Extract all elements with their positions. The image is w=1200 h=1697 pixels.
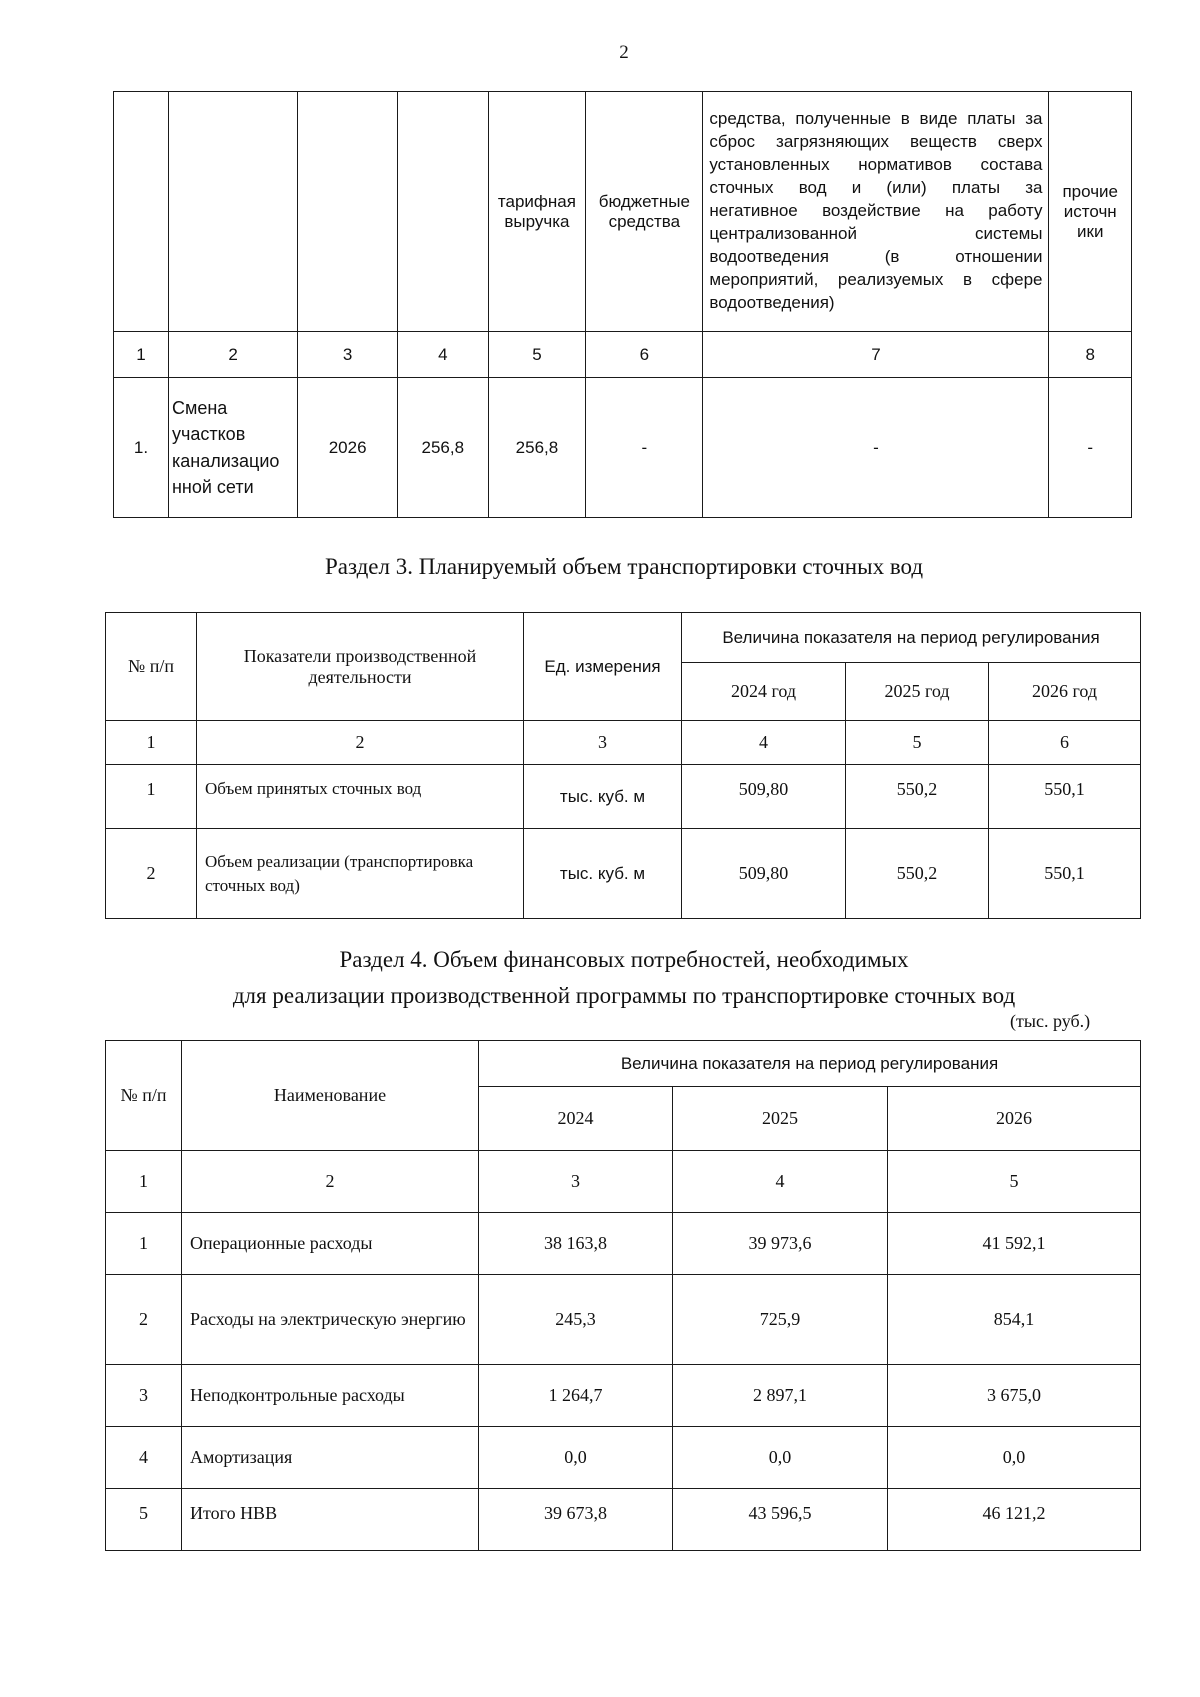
financial-needs-table (105, 1040, 1141, 1551)
table-row: 1 Объем принятых сточных вод тыс. куб. м 509,80 550,2 550,1 (106, 765, 1141, 829)
table-row: 3 Неподконтрольные расходы 1 264,7 2 897,1 3 675,0 (106, 1365, 1141, 1427)
header-indicator: Показатели производственной деятельности (197, 613, 524, 721)
column-number-row: 1 2 3 4 5 (106, 1151, 1141, 1213)
header-row (114, 92, 1132, 332)
section3-title: Раздел 3. Планируемый объем транспортировки сточных вод (324, 554, 924, 579)
header-row (106, 613, 1141, 663)
table-row: 2 Расходы на электрическую энергию 245,3 725,9 854,1 (106, 1275, 1141, 1365)
year-header-row: 2024 год 2025 год 2026 год (106, 663, 1141, 721)
header-pollution-fees: средства, полученные в виде платы за сброс загрязняющих веществ сверх установленных нормативов состава сточных вод и (или) платы за негативное воздействие на работу централизованной системы водоотведения (в отношении мероприятий, реализуемых в сфере водоотведения) (703, 92, 1049, 332)
header-other-sources: прочие источн ики (1049, 92, 1132, 332)
section4-title: Раздел 4. Объем финансовых потребностей, необходимых для реализации производственной программы по транспортировке сточных вод (232, 947, 1016, 1008)
table-row-total: 5 Итого НВВ 39 673,8 43 596,5 46 121,2 (106, 1489, 1141, 1551)
unit-note: (тыс. руб.) (1010, 1011, 1091, 1031)
investment-table (113, 91, 1132, 518)
header-period: Величина показателя на период регулирования (479, 1041, 1141, 1087)
transport-volume-table (105, 612, 1141, 919)
header-row (106, 1041, 1141, 1087)
header-num: № п/п (106, 613, 197, 721)
table-row: 4 Амортизация 0,0 0,0 0,0 (106, 1427, 1141, 1489)
year-header-row: 2024 2025 2026 (106, 1087, 1141, 1151)
column-number-row: 1 2 3 4 5 6 (106, 721, 1141, 765)
table-row: 2 Объем реализации (транспортировка сточных вод) тыс. куб. м 509,80 550,2 550,1 (106, 829, 1141, 919)
header-name: Наименование (182, 1041, 479, 1151)
column-number-row: 1 2 3 4 5 6 7 8 (114, 332, 1132, 378)
header-unit: Ед. измерения (524, 613, 682, 721)
table-row: 1. Смена участков канализацио нной сети 2026 256,8 256,8 - - - (114, 378, 1132, 518)
header-tariff-revenue: тарифная выручка (488, 92, 586, 332)
table-row: 1 Операционные расходы 38 163,8 39 973,6 41 592,1 (106, 1213, 1141, 1275)
header-budget-funds: бюджетные средства (586, 92, 703, 332)
page-number: 2 (619, 42, 629, 63)
measure-name: Смена участков канализацио нной сети (168, 378, 297, 518)
header-period: Величина показателя на период регулирования (682, 613, 1141, 663)
header-num: № п/п (106, 1041, 182, 1151)
